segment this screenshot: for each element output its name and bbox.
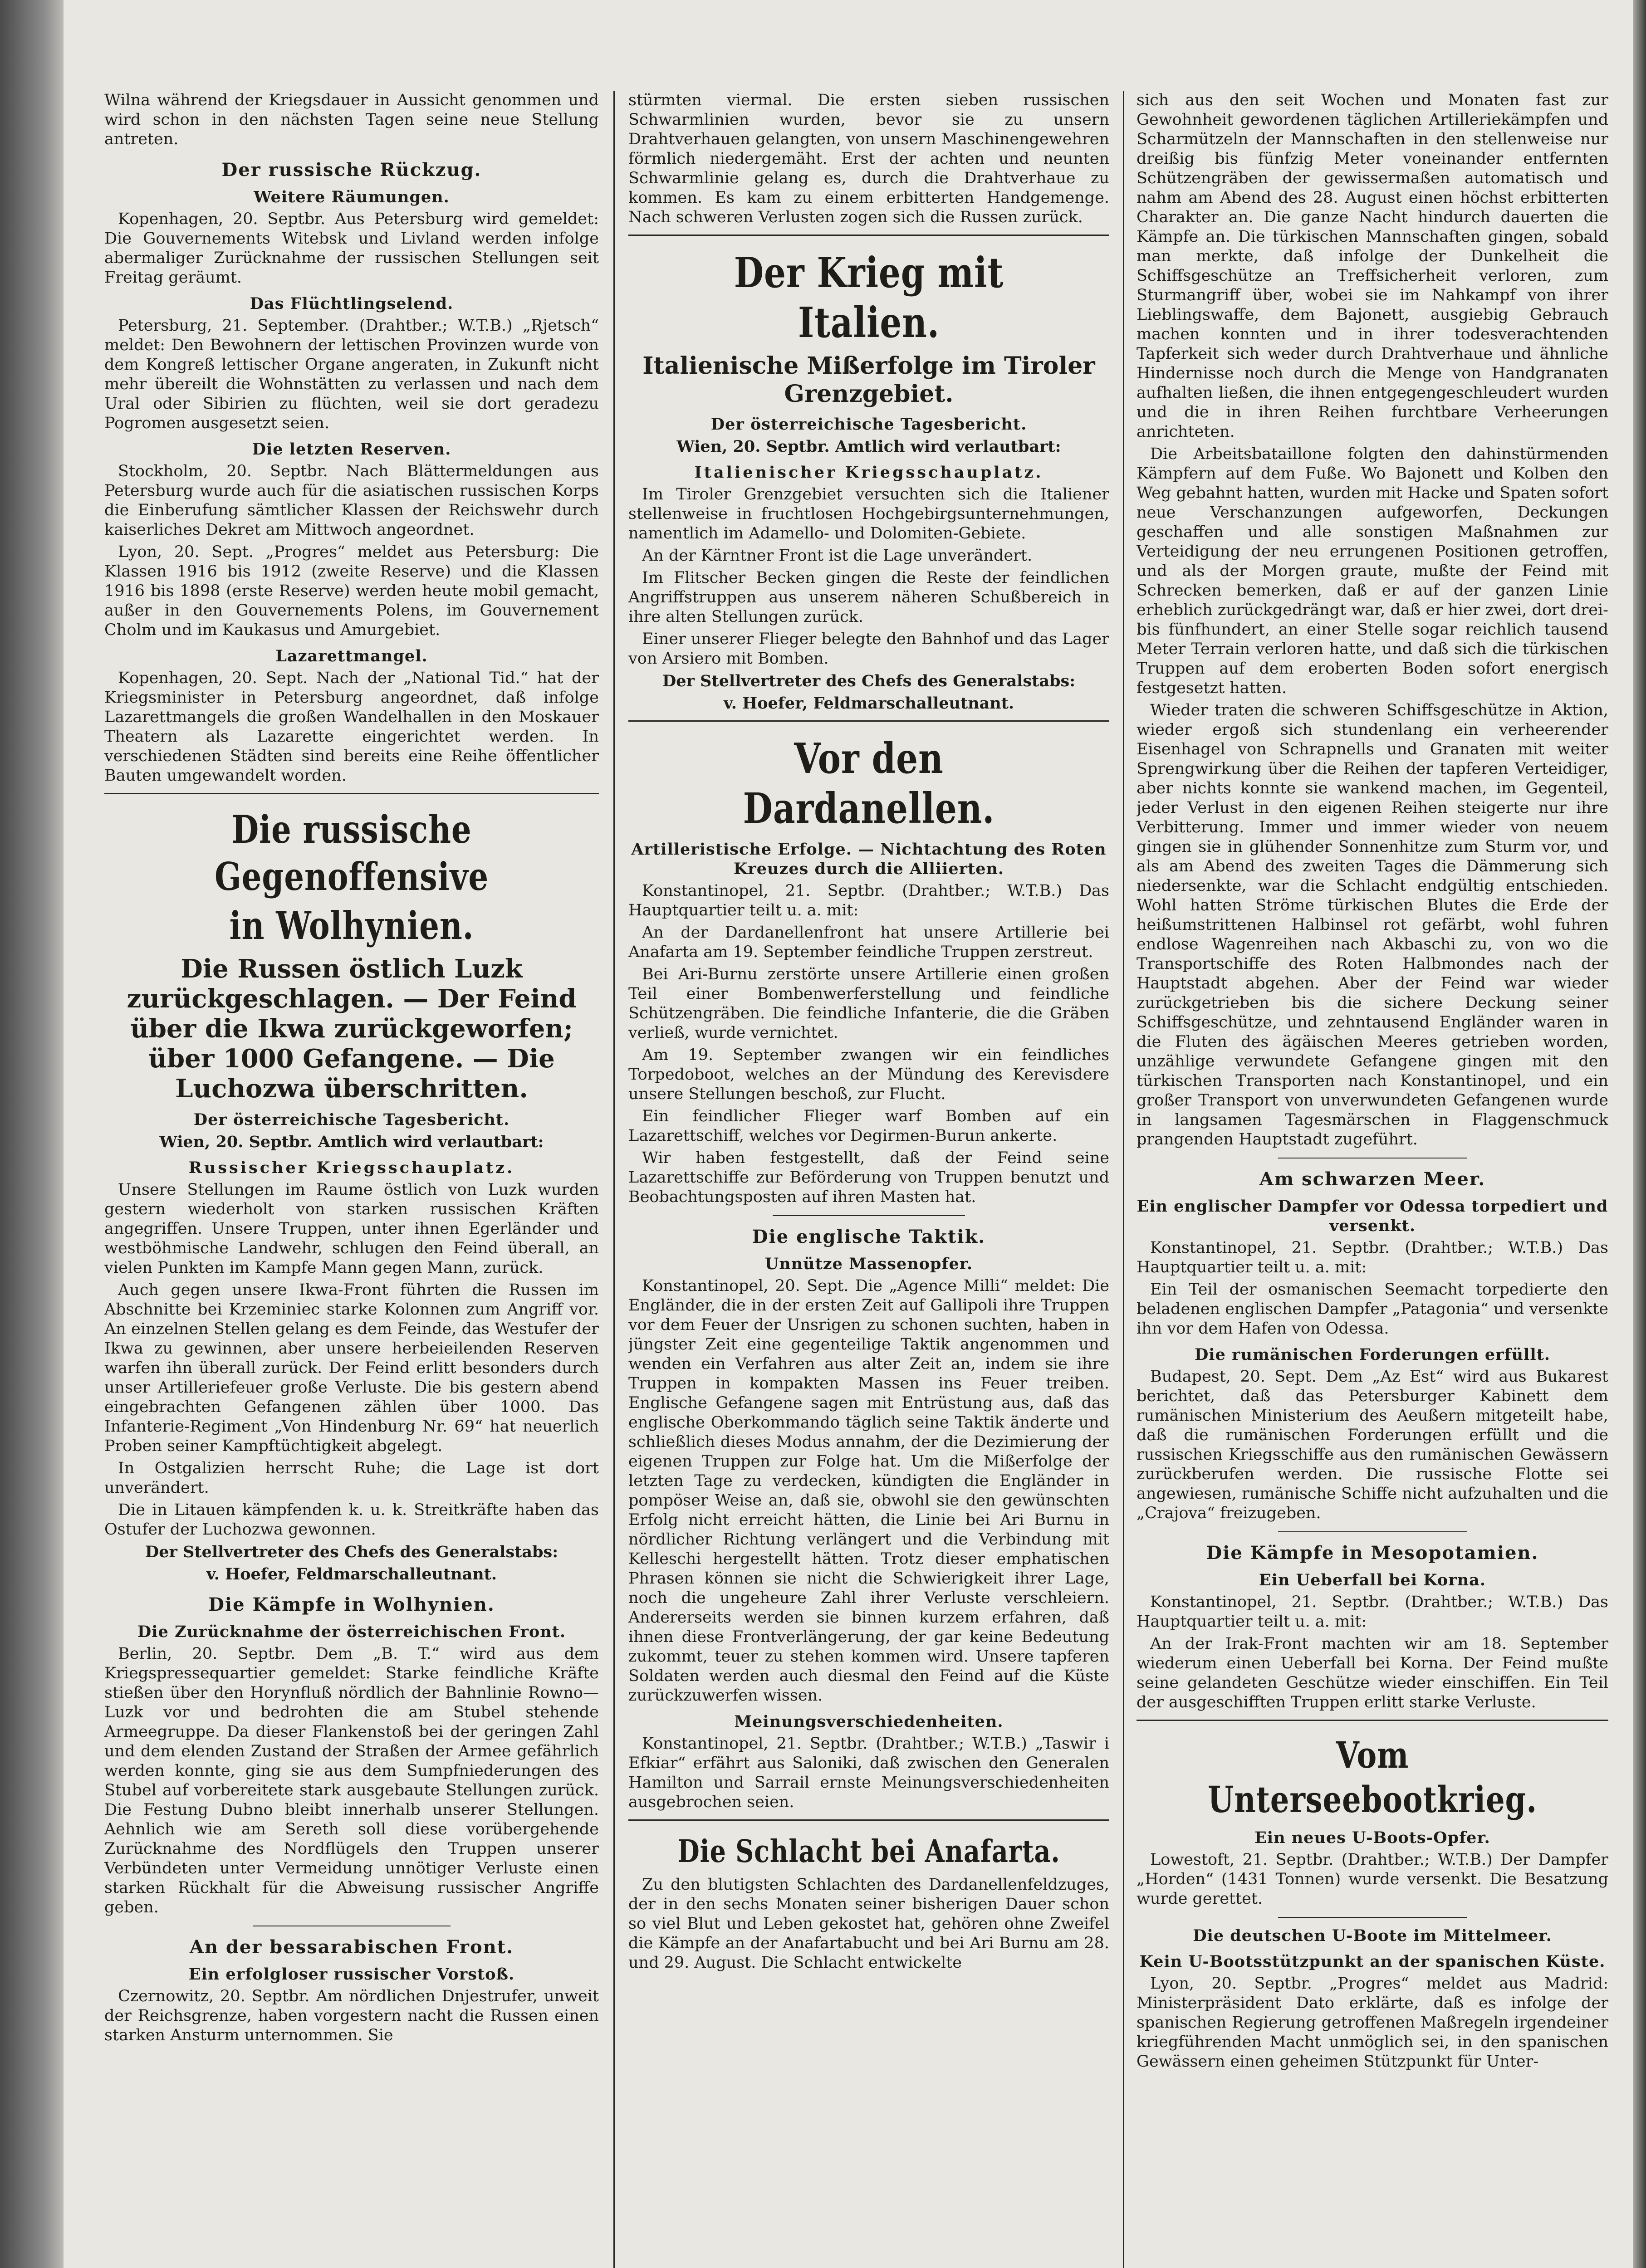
article-text: Konstantinopel, 21. Septbr. (Drahtber.; W.T.B.) Das Hauptquartier teilt u. a. mit:: [1137, 1593, 1608, 1631]
section-heading: Der russische Rückzug.: [221, 159, 482, 181]
subheading: Die letzten Reserven.: [252, 440, 451, 459]
divider: [1278, 1917, 1467, 1918]
headline: Vom Unterseebootkrieg.: [1208, 1734, 1537, 1821]
subheading: Unnütze Massenopfer.: [764, 1255, 973, 1273]
subheading: Lazarettmangel.: [275, 647, 428, 665]
article-text: Stockholm, 20. Septbr. Nach Blättermeldungen aus Petersburg wurde auch für die asiatischen russischen Korps die Einberufung sämtlicher Klassen der Reichswehr durch kaiserliches Dekret am Mittwoch angeordnet.: [104, 462, 599, 539]
subheading: Weitere Räumungen.: [254, 188, 450, 206]
headline: Die russische Gegenoffensive: [214, 807, 489, 899]
article-text: Unsere Stellungen im Raume östlich von Luzk wurden gestern wiederholt von starken russischen Kräften angegriffen. Unsere Truppen, unter ihnen Egerländer und westböhmische Landwehr, schlugen den Feind überall, an vielen Punkten im Kampfe Mann gegen Mann, zurück.: [104, 1181, 599, 1277]
article-text: Kopenhagen, 20. Septbr. Aus Petersburg wird gemeldet: Die Gouvernements Witebsk und Livland werden infolge abermaliger Zurücknahme der russischen Stellungen seit Freitag geräumt.: [104, 210, 599, 287]
article-text: Kopenhagen, 20. Sept. Nach der „National Tid.“ hat der Kriegsminister in Petersburg angeordnet, daß infolge Lazarettmangels die großen Wandelhallen in den Moskauer Theatern als Lazarette eingerichtet werden. In verschiedenen Städten sind bereits eine Reihe öffentlicher Bauten umgewandelt worden.: [104, 669, 599, 785]
headline: in Wolhynien.: [229, 903, 474, 948]
column-rule: [1123, 91, 1124, 2268]
subheading: Der österreichische Tagesbericht.: [710, 415, 1027, 434]
article-text: Die Arbeitsbataillone folgten den dahinstürmenden Kämpfern auf dem Fuße. Wo Bajonett und Kolben den Weg gebahnt hatten, wurden mit Hacke und Spaten sofort neue Verschanzungen aufgeworfen, Deckungen geschaffen und alle sonstigen Maßnahmen zur Verteidigung der neu errungenen Positionen getroffen, und als der Morgen graute, mußte der Feind mit Schrecken bemerken, daß er auf der ganzen Linie erheblich zurückgedrängt war, daß er hier zwei, dort drei- bis fünfhundert, an einer Stelle sogar reichlich tausend Meter Terrain verloren hatte, und daß sich die türkischen Truppen auf dem eroberten Boden sofort energisch festgesetzt hatten.: [1137, 445, 1608, 697]
column-2: [628, 91, 1109, 2268]
article-text: Einer unserer Flieger belegte den Bahnhof und das Lager von Arsiero mit Bomben.: [628, 630, 1109, 668]
subheading: Ein neues U-Boots-Opfer.: [1254, 1828, 1490, 1847]
subheading: Italienischer Kriegsschauplatz.: [694, 463, 1043, 482]
article-text: Ein feindlicher Flieger warf Bomben auf ein Lazarettschiff, welches vor Degirmen-Burun ankerte.: [628, 1107, 1109, 1145]
headline: Die Schlacht bei Anafarta.: [677, 1833, 1060, 1870]
signature: v. Hoefer, Feldmarschalleutnant.: [723, 694, 1014, 713]
book-spine-edge: [0, 0, 64, 2268]
article-text: An der Kärntner Front ist die Lage unverändert.: [642, 547, 1033, 565]
subheading: Kein U-Bootsstützpunkt an der spanischen Küste.: [1139, 1952, 1606, 1971]
page-right-edge: [1633, 0, 1646, 2268]
subheading: Russischer Kriegsschauplatz.: [188, 1158, 515, 1177]
divider: [1137, 1720, 1608, 1721]
signature: Der Stellvertreter des Chefs des Generalstabs:: [662, 672, 1076, 690]
dateline: Wien, 20. Septbr. Amtlich wird verlautbart:: [159, 1133, 544, 1151]
article-text: Ein Teil der osmanischen Seemacht torpedierte den beladenen englischen Dampfer „Patagonia“ und versenkte ihn vor dem Hafen von Odessa.: [1137, 1281, 1608, 1338]
article-text: stürmten viermal. Die ersten sieben russischen Schwarmlinien wurden, bevor sie zu unsern Drahtverhauen gelangten, von unsern Maschinengewehren förmlich niedergemäht. Erst der achten und neunten Schwarmlinie gelang es, durch die Drahtverhaue zu kommen. Es kam zu einem erbitterten Handgemenge. Nach schweren Verlusten zogen sich die Russen zurück.: [628, 91, 1109, 226]
article-text: Konstantinopel, 20. Sept. Die „Agence Milli“ meldet: Die Engländer, die in der ersten Zeit auf Gallipoli ihre Truppen vor dem Feuer der Unsrigen zu schonen suchten, haben in jüngster Zeit eine gegenteilige Taktik angenommen und wenden ein Verfahren aus alter Zeit an, indem sie ihre Truppen in kompakten Massen ins Feuer treiben. Englische Gefangene sagen mit Entrüstung aus, daß das englische Oberkommando täglich seine Taktik änderte und schließlich dieses Modus annahm, der die Dezimierung der eigenen Truppen zur Folge hat. Um die Mißerfolge der letzten Tage zu verdecken, kündigten die Engländer in pompöser Weise an, daß sie, obwohl sie den gewünschten Erfolg nicht erreicht hätten, die Linie bei Ari Burnu in nördlicher Richtung verlängert und die Verbindung mit Kelleschi hergestellt hätten. Trotz dieser emphatischen Phrasen können sie nicht die Schwierigkeit ihrer Lage, noch die ungeheure Zahl ihrer Verluste verschleiern. Andererseits werden sie binnen kurzem erfahren, daß ihnen diese Frontverlängerung, der gar keine Bedeutung zukommt, teuer zu stehen kommen wird. Unsere tapferen Soldaten werden auch diesmal den Feind auf die Küste zurückzuwerfen wissen.: [628, 1277, 1109, 1705]
article-text: In Ostgalizien herrscht Ruhe; die Lage ist dort unverändert.: [104, 1459, 599, 1497]
article-text: Konstantinopel, 21. Septbr. (Drahtber.; W.T.B.) Das Hauptquartier teilt u. a. mit:: [1137, 1239, 1608, 1276]
article-text: Zu den blutigsten Schlachten des Dardanellenfeldzuges, der in den sechs Monaten seiner bisherigen Dauer schon so viel Blut und Leben gekostet hat, gehören ohne Zweifel die Kämpfe an der Anafartabucht und bei Ari Burnu am 28. und 29. August. Die Schlacht entwickelte: [628, 1876, 1109, 1972]
article-text: Budapest, 20. Sept. Dem „Az Est“ wird aus Bukarest berichtet, daß das Petersburger Kabinett dem rumänischen Ministerium des Aeußern mitgeteilt habe, daß die rumänischen Forderungen erfüllt und die russischen Kriegsschiffe aus den rumänischen Gewässern zurückberufen werden. Die russische Flotte sei angewiesen, rumänische Schiffe nicht aufzuhalten und die „Crajova“ freizugeben.: [1137, 1368, 1608, 1522]
article-text: Konstantinopel, 21. Septbr. (Drahtber.; W.T.B.) „Taswir i Efkiar“ erfährt aus Saloniki, daß zwischen den Generalen Hamilton und Sarrail ernste Meinungsverschiedenheiten ausgebrochen seien.: [628, 1735, 1109, 1811]
article-text: Am 19. September zwangen wir ein feindliches Torpedoboot, welches an der Mündung des Kerevisdere unsere Stellungen beschoß, zur Flucht.: [628, 1046, 1109, 1103]
column-3: [1137, 91, 1608, 2268]
deck: Die Russen östlich Luzk zurückgeschlagen. — Der Feind über die Ikwa zurückgeworfen; über 1000 Gefangene. — Die Luchozwa überschritten.: [127, 954, 577, 1104]
article-text: Auch gegen unsere Ikwa-Front führten die Russen im Abschnitte bei Krzeminiec starke Kolonnen zum Angriff vor. An einzelnen Stellen gelang es dem Feinde, das Westufer der Ikwa zu gewinnen, aber unsere herbeieilenden Reserven warfen ihn überall zurück. Der Feind erlitt besonders durch unser Artilleriefeuer große Verluste. Die bis gestern abend eingebrachten Gefangenen zählen über 1000. Das Infanterie-Regiment „Von Hindenburg Nr. 69“ hat neuerlich Proben seiner Kampftüchtigkeit abgelegt.: [104, 1281, 599, 1455]
deck: Italienische Mißerfolge im Tiroler Grenzgebiet.: [642, 352, 1095, 408]
article-text: Die in Litauen kämpfenden k. u. k. Streitkräfte haben das Ostufer der Luchozwa gewonnen.: [104, 1501, 599, 1539]
subheading: Die deutschen U-Boote im Mittelmeer.: [1193, 1926, 1552, 1945]
divider: [628, 1819, 1109, 1821]
divider: [104, 793, 599, 794]
subheading: Ein erfolgloser russischer Vorstoß.: [188, 1965, 515, 1984]
column-1: [104, 91, 599, 2268]
article-text: Czernowitz, 20. Septbr. Am nördlichen Dnjestrufer, unweit der Reichsgrenze, haben vorgestern nacht die Russen einen starken Ansturm unternommen. Sie: [104, 1987, 599, 2044]
subheading: Ein Ueberfall bei Korna.: [1259, 1571, 1486, 1589]
section-heading: An der bessarabischen Front.: [189, 1936, 514, 1958]
article-text: Lyon, 20. Septbr. „Progres“ meldet aus Madrid: Ministerpräsident Dato erklärte, daß es infolge der spanischen Regierung getroffenen Maßregeln irgendeiner kriegführenden Macht unmöglich sei, in den spanischen Gewässern einen geheimen Stützpunkt für Unter-: [1137, 1975, 1608, 2071]
subheading: Meinungsverschiedenheiten.: [734, 1712, 1004, 1731]
section-heading: Die Kämpfe in Wolhynien.: [208, 1594, 495, 1615]
subheading: Die rumänischen Forderungen erfüllt.: [1194, 1345, 1551, 1364]
divider: [773, 1215, 965, 1216]
article-text: Petersburg, 21. September. (Drahtber.; W.T.B.) „Rjetsch“ meldet: Den Bewohnern der lettischen Provinzen wurde von dem Kongreß lettischer Organe angeraten, in Zukunft nicht mehr übereilt die Wohnstätten zu verlassen und nach dem Ural oder Sibirien zu flüchten, weil sie dort geradezu Pogromen ausgesetzt seien.: [104, 317, 599, 432]
article-text: Lowestoft, 21. Septbr. (Drahtber.; W.T.B.) Der Dampfer „Horden“ (1431 Tonnen) wurde versenkt. Die Besatzung wurde gerettet.: [1137, 1851, 1608, 1908]
subheading: Der österreichische Tagesbericht.: [193, 1110, 510, 1129]
subheading: Das Flüchtlingselend.: [250, 294, 454, 313]
article-text: Wir haben festgestellt, daß der Feind seine Lazarettschiffe zur Beförderung von Truppen benutzt und Beobachtungsposten auf ihren Masten hat.: [628, 1149, 1109, 1206]
section-heading: Die Kämpfe in Mesopotamien.: [1206, 1542, 1539, 1564]
signature: Der Stellvertreter des Chefs des Generalstabs:: [145, 1543, 558, 1561]
headline: Der Krieg mit Italien.: [734, 248, 1004, 347]
signature: v. Hoefer, Feldmarschalleutnant.: [206, 1565, 497, 1584]
article-text: Lyon, 20. Sept. „Progres“ meldet aus Petersburg: Die Klassen 1916 bis 1912 (zweite Reserve) und die Klassen 1916 bis 1898 (erste Reserve) werden heute mobil gemacht, außer in den Gouvernements Polens, im Gouvernement Cholm und im Kaukasus und Amurgebiet.: [104, 543, 599, 639]
column-rule: [613, 91, 615, 2268]
section-heading: Am schwarzen Meer.: [1259, 1168, 1486, 1190]
article-text: Im Tiroler Grenzgebiet versuchten sich die Italiener stellenweise in fruchtlosen Hochgebirgsunternehmungen, namentlich im Adamello- und Dolomiten-Gebiete.: [628, 485, 1109, 543]
subheading: Artilleristische Erfolge. — Nichtachtung des Roten Kreuzes durch die Alliierten.: [631, 840, 1107, 878]
headline: Vor den Dardanellen.: [743, 734, 995, 833]
article-text: Wieder traten die schweren Schiffsgeschütze in Aktion, wieder ergoß sich stundenlang ein verheerender Eisenhagel von Schrapnells und Granaten mit weiter Sprengwirkung über die Reihen der tapferen Verteidiger, aber nichts konnte sie wankend machen, im Gegenteil, jeder Verlust in den eigenen Reihen steigerte nur ihre Verbitterung. Immer und immer wieder von neuem gingen sie in glühender Sonnenhitze zum Sturm vor, und als am Abend des zweiten Tages die Dämmerung sich niedersenkte, war die Schlacht endgültig entschieden. Wohl hatten Ströme türkischen Blutes die Erde der heißumstrittenen Halbinsel rot gefärbt, wohl fuhren endlose Wagenreihen nach Akbaschi zu, von wo die Transportschiffe des Roten Halbmondes nach der Hauptstadt abgehen. Aber der Feind war wieder zurückgetrieben bis die sichere Deckung seiner Schiffsgeschütze, und zehntausend Engländer waren in die Fluten des ägäischen Meeres getrieben worden, unzählige verwundete Gefangene gingen mit den türkischen Transporten nach Konstantinopel, und ein großer Transport von unverwundeten Gefangenen wurde in langsamen Tagesmärschen in Flaggenschmuck prangenden Hauptstadt zugeführt.: [1137, 701, 1608, 1149]
divider: [628, 720, 1109, 722]
article-text: Bei Ari-Burnu zerstörte unsere Artillerie einen großen Teil einer Bombenwerferstellung und feindliche Schützengräben. Die feindliche Infanterie, die die Gräben verließ, wurde vernichtet.: [628, 965, 1109, 1042]
section-heading: Die englische Taktik.: [752, 1226, 986, 1247]
article-text: An der Dardanellenfront hat unsere Artillerie bei Anafarta am 19. September feindliche Truppen zerstreut.: [628, 924, 1109, 961]
subheading: Die Zurücknahme der österreichischen Front.: [137, 1623, 566, 1641]
dateline: Wien, 20. Septbr. Amtlich wird verlautbart:: [676, 437, 1061, 456]
article-text: Konstantinopel, 21. Septbr. (Drahtber.; W.T.B.) Das Hauptquartier teilt u. a. mit:: [628, 882, 1109, 919]
divider: [1278, 1531, 1467, 1532]
article-text: sich aus den seit Wochen und Monaten fast zur Gewohnheit gewordenen täglichen Artilleriekämpfen und Scharmützeln der Mannschaften in den stellenweise nur dreißig bis fünfzig Meter voneinander entfernten Schützengräben der gewissermaßen automatisch und nahm am Abend des 28. August einen höchst erbitterten Charakter an. Die ganze Nacht hindurch dauerten die Kämpfe an. Die türkischen Mannschaften gingen, sobald man merkte, daß infolge der Dunkelheit die Schiffsgeschütze an Treffsicherheit verloren, zum Sturmangriff über, wobei sie im Nahkampf von ihrer Lieblingswaffe, dem Bajonett, ausgiebig Gebrauch machen konnten und in ihrer todesverachtenden Tapferkeit sich weder durch Drahtverhaue und ähnliche Hindernisse noch durch die Menge von Handgranaten aufhalten ließen, die ihnen entgegengeschleudert wurden und die in ihren Reihen furchtbare Verheerungen anrichteten.: [1137, 91, 1608, 441]
subheading: Ein englischer Dampfer vor Odessa torpediert und versenkt.: [1137, 1197, 1608, 1235]
article-text: Wilna während der Kriegsdauer in Aussicht genommen und wird schon in den nächsten Tagen seine neue Stellung antreten.: [104, 91, 599, 148]
article-text: Im Flitscher Becken gingen die Reste der feindlichen Angriffstruppen aus unserem näheren Schußbereich in ihre alten Stellungen zurück.: [628, 569, 1109, 626]
article-text: An der Irak-Front machten wir am 18. September wiederum einen Ueberfall bei Korna. Der Feind mußte seine gelandeten Geschütze wieder einschiffen. Ein Teil der ausgeschifften Truppen erlitt starke Verluste.: [1137, 1635, 1608, 1711]
article-text: Berlin, 20. Septbr. Dem „B. T.“ wird aus dem Kriegspressequartier gemeldet: Starke feindliche Kräfte stießen über den Horynfluß nördlich der Bahnlinie Rowno—Luzk vor und bedrohten die am Stubel stehende Armeegruppe. Da dieser Flankenstoß bei der geringen Zahl und dem elenden Zustand der Straßen der Armee gefährlich werden konnte, ging sie aus dem Sumpfniederungen des Stubel auf vorbereitete stark ausgebaute Stellungen zurück. Die Festung Dubno bleibt innerhalb unserer Stellungen. Aehnlich wie am Sereth soll diese vorübergehende Zurücknahme des Nordflügels den Truppen unserer Verbündeten unter Vermeidung unnötiger Verluste einen starken Rückhalt für die Abweisung russischer Angriffe geben.: [104, 1645, 599, 1916]
divider: [628, 235, 1109, 236]
